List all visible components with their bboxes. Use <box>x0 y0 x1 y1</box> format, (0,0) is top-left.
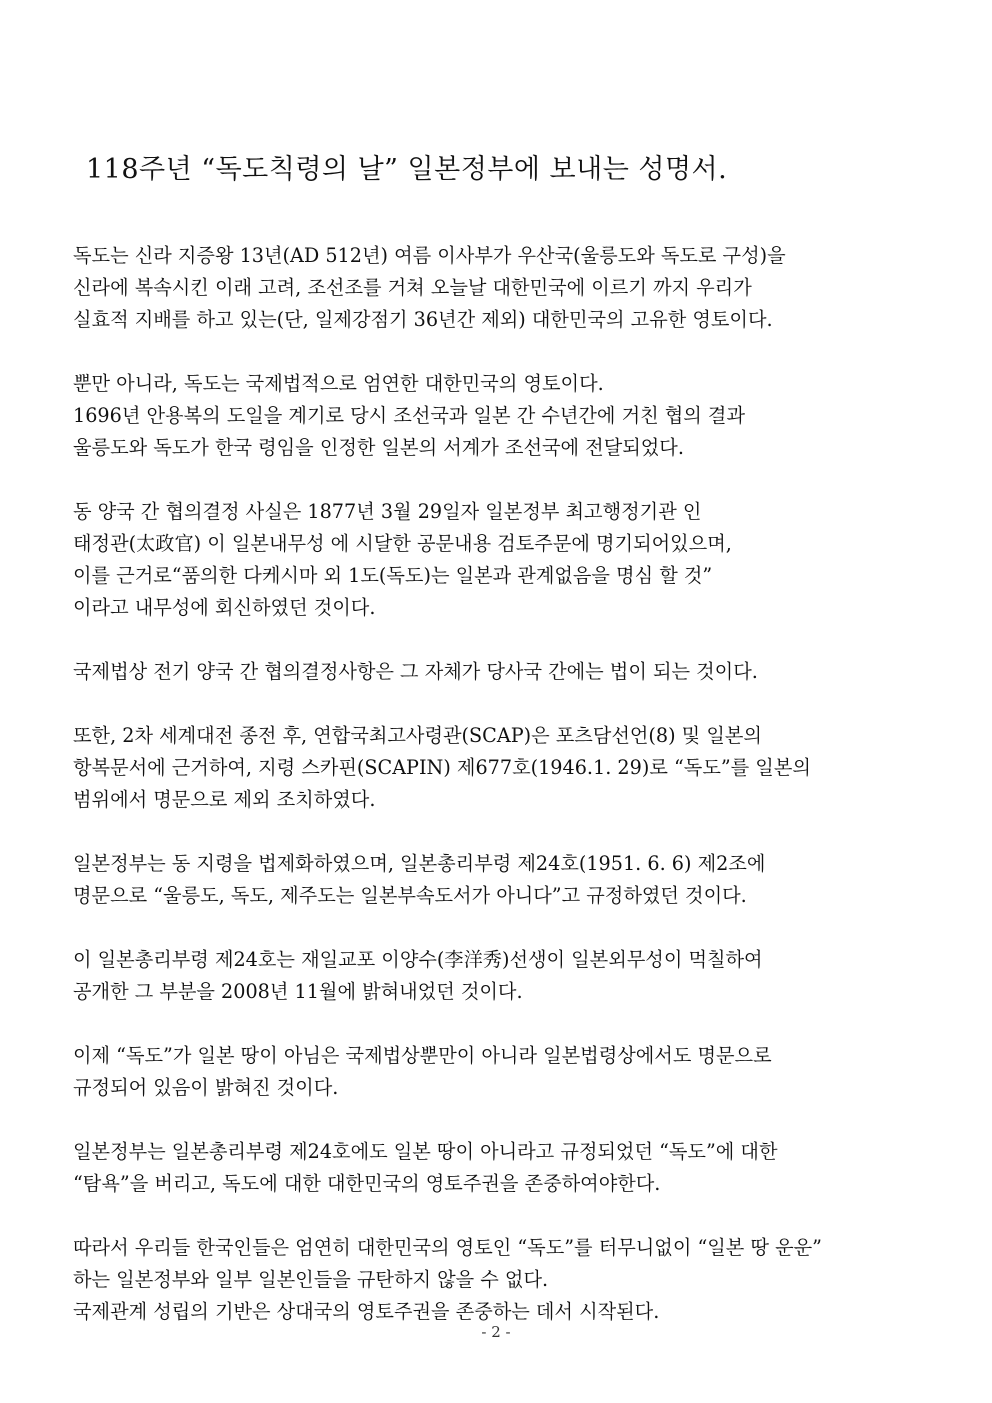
paragraph <box>73 496 953 624</box>
paragraph <box>73 1040 953 1104</box>
document-title: 118주년 “독도칙령의 날” 일본정부에 보내는 성명서. <box>86 154 728 185</box>
text-line: 국제관계 성립의 기반은 상대국의 영토주권을 존중하는 데서 시작된다. <box>73 1300 660 1323</box>
text-line: 또한, 2차 세계대전 종전 후, 연합국최고사령관(SCAP)은 포츠담선언(8) 및 일본의 <box>73 724 762 747</box>
paragraph <box>73 368 953 464</box>
text-line: 신라에 복속시킨 이래 고려, 조선조를 거쳐 오늘날 대한민국에 이르기 까지 우리가 <box>73 276 752 299</box>
text-line: 범위에서 명문으로 제외 조치하였다. <box>73 788 376 811</box>
text-line: 1696년 안용복의 도일을 계기로 당시 조선국과 일본 간 수년간에 거친 협의 결과 <box>73 404 745 427</box>
text-line: 이를 근거로“품의한 다케시마 외 1도(독도)는 일본과 관계없음을 명심 할 것” <box>73 564 713 587</box>
text-line: 따라서 우리들 한국인들은 엄연히 대한민국의 영토인 “독도”를 터무니없이 “일본 땅 운운” <box>73 1236 822 1259</box>
paragraph <box>73 1232 953 1328</box>
text-line: 공개한 그 부분을 2008년 11월에 밝혀내었던 것이다. <box>73 980 523 1003</box>
text-line: 이제 “독도”가 일본 땅이 아님은 국제법상뿐만이 아니라 일본법령상에서도 명문으로 <box>73 1044 772 1067</box>
paragraph <box>73 944 953 1008</box>
paragraph <box>73 1136 953 1200</box>
text-line: 뿐만 아니라, 독도는 국제법적으로 엄연한 대한민국의 영토이다. <box>73 372 604 395</box>
text-line: “탐욕”을 버리고, 독도에 대한 대한민국의 영토주권을 존중하여야한다. <box>73 1172 661 1195</box>
document-body <box>73 240 953 1360</box>
paragraph <box>73 720 953 816</box>
text-line: 규정되어 있음이 밝혀진 것이다. <box>73 1076 339 1099</box>
text-line: 태정관(太政官) 이 일본내무성 에 시달한 공문내용 검토주문에 명기되어있으며, <box>73 532 732 555</box>
text-line: 울릉도와 독도가 한국 령임을 인정한 일본의 서계가 조선국에 전달되었다. <box>73 436 684 459</box>
paragraph <box>73 848 953 912</box>
text-line: 이라고 내무성에 회신하였던 것이다. <box>73 596 376 619</box>
text-line: 명문으로 “울릉도, 독도, 제주도는 일본부속도서가 아니다”고 규정하였던 것이다. <box>73 884 747 907</box>
paragraph <box>73 656 953 688</box>
text-line: 이 일본총리부령 제24호는 재일교포 이양수(李洋秀)선생이 일본외무성이 먹칠하여 <box>73 948 763 971</box>
text-line: 독도는 신라 지증왕 13년(AD 512년) 여름 이사부가 우산국(울릉도와 독도로 구성)을 <box>73 244 786 267</box>
text-line: 일본정부는 동 지령을 법제화하였으며, 일본총리부령 제24호(1951. 6. 6) 제2조에 <box>73 852 766 875</box>
text-line: 일본정부는 일본총리부령 제24호에도 일본 땅이 아니라고 규정되었던 “독도”에 대한 <box>73 1140 778 1163</box>
text-line: 국제법상 전기 양국 간 협의결정사항은 그 자체가 당사국 간에는 법이 되는 것이다. <box>73 660 758 683</box>
text-line: 하는 일본정부와 일부 일본인들을 규탄하지 않을 수 없다. <box>73 1268 549 1291</box>
text-line: 동 양국 간 협의결정 사실은 1877년 3월 29일자 일본정부 최고행정기관 인 <box>73 500 702 523</box>
paragraph <box>73 240 953 336</box>
text-line: 실효적 지배를 하고 있는(단, 일제강점기 36년간 제외) 대한민국의 고유한 영토이다. <box>73 308 773 331</box>
page-number: - 2 - <box>481 1323 511 1341</box>
text-line: 항복문서에 근거하여, 지령 스카핀(SCAPIN) 제677호(1946.1. 29)로 “독도”를 일본의 <box>73 756 811 779</box>
